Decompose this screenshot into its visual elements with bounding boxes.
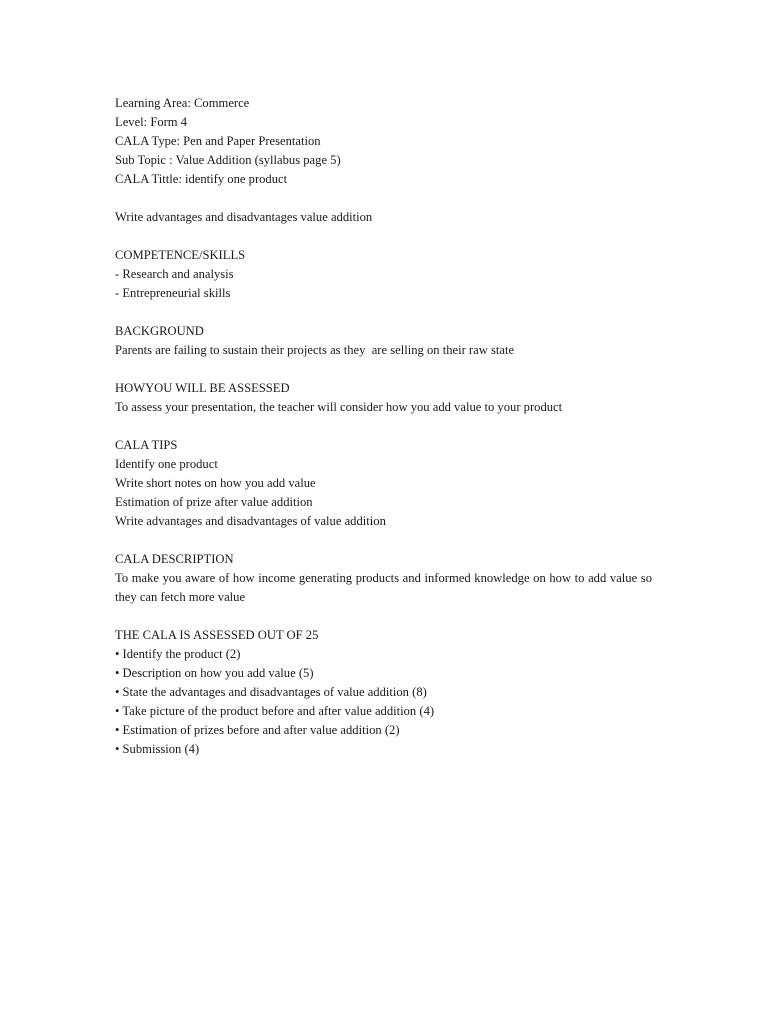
- marks-item: • Submission (4): [115, 742, 200, 756]
- tips-item: Write advantages and disadvantages of value addition: [115, 514, 386, 528]
- background-heading: BACKGROUND: [115, 324, 204, 338]
- cala-type: CALA Type: Pen and Paper Presentation: [115, 134, 321, 148]
- learning-area: Learning Area: Commerce: [115, 96, 250, 110]
- spacer: [115, 360, 655, 379]
- description-text: To make you aware of how income generating products and informed knowledge on how to add value so they can fetch more value: [115, 571, 652, 604]
- spacer: [115, 531, 655, 550]
- marks-item: • Identify the product (2): [115, 647, 241, 661]
- assessment-text: To assess your presentation, the teacher will consider how you add value to your product: [115, 400, 563, 414]
- spacer: [115, 607, 655, 626]
- background-text: Parents are failing to sustain their projects as they are selling on their raw state: [115, 343, 515, 357]
- tips-item: Identify one product: [115, 457, 218, 471]
- competence-heading: COMPETENCE/SKILLS: [115, 248, 246, 262]
- competence-item: - Entrepreneurial skills: [115, 286, 231, 300]
- tips-heading: CALA TIPS: [115, 438, 178, 452]
- spacer: [115, 417, 655, 436]
- marks-heading: THE CALA IS ASSESSED OUT OF 25: [115, 628, 319, 642]
- marks-item: • State the advantages and disadvantages of value addition (8): [115, 685, 427, 699]
- marks-item: • Take picture of the product before and after value addition (4): [115, 704, 435, 718]
- cala-title: CALA Tittle: identify one product: [115, 172, 288, 186]
- description-heading: CALA DESCRIPTION: [115, 552, 234, 566]
- marks-item: • Estimation of prizes before and after value addition (2): [115, 723, 400, 737]
- spacer: [115, 189, 655, 208]
- spacer: [115, 303, 655, 322]
- sub-topic: Sub Topic : Value Addition (syllabus page 5): [115, 153, 341, 167]
- spacer: [115, 227, 655, 246]
- tips-item: Estimation of prize after value addition: [115, 495, 313, 509]
- competence-item: - Research and analysis: [115, 267, 234, 281]
- assessment-heading: HOWYOU WILL BE ASSESSED: [115, 381, 290, 395]
- document-body: [115, 94, 655, 759]
- level: Level: Form 4: [115, 115, 188, 129]
- instruction: Write advantages and disadvantages value addition: [115, 210, 373, 224]
- tips-item: Write short notes on how you add value: [115, 476, 316, 490]
- marks-item: • Description on how you add value (5): [115, 666, 314, 680]
